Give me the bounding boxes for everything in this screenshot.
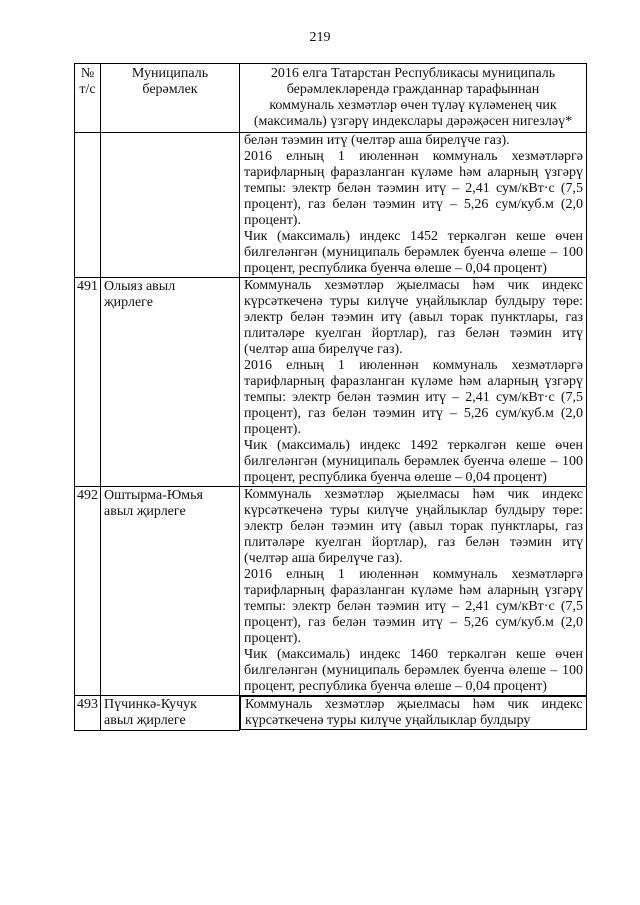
justification-paragraph: 2016 елның 1 июленнән коммуналь хезмәтләргә тарифларның фаразланган күләме һәм аларның үзгәрү темпы: электр белән тәэмин итү – 2,41 сум/кВт·с (7,5 процент), газ белән тәэмин итү – 5,26 сум/куб.м (2,0 процент). bbox=[244, 358, 583, 437]
row-number: 492 bbox=[75, 487, 101, 696]
justification-paragraph: 2016 елның 1 июленнән коммуналь хезмәтләргә тарифларның фаразланган күләме һәм аларның үзгәрү темпы: электр белән тәэмин итү – 2,41 сум/кВт·с (7,5 процент), газ белән тәэмин итү – 5,26 сум/куб.м (2,0 процент). bbox=[244, 567, 583, 646]
justification-cell bbox=[240, 133, 587, 278]
municipality-name-line: Пүчинкә-Кучук bbox=[104, 697, 197, 712]
justification-paragraph: 2016 елның 1 июленнән коммуналь хезмәтләргә тарифларның фаразланган күләме һәм аларның үзгәрү темпы: электр белән тәэмин итү – 2,41 сум/кВт·с (7,5 процент), газ белән тәэмин итү – 5,26 сум/куб.м (2,0 процент). bbox=[244, 149, 583, 228]
table-header-row bbox=[75, 64, 587, 133]
justification-paragraph: Чик (максималь) индекс 1492 теркәлгән кеше өчен билгеләнгән (муниципаль берәмлек буенча өлеше – 100 процент, республика буенча өлеше – 0,04 процент) bbox=[244, 438, 583, 485]
header-municipality-line: берәмлек bbox=[142, 82, 198, 97]
justification-cell bbox=[240, 696, 587, 730]
header-number-line: № bbox=[80, 66, 95, 81]
table-row bbox=[75, 133, 587, 278]
row-number: 493 bbox=[75, 696, 101, 731]
justification-cell bbox=[240, 487, 587, 696]
municipality-name-line: Олыяз авыл bbox=[104, 279, 176, 294]
municipality-name-line: җирлеге bbox=[104, 295, 153, 310]
justification-paragraph: Чик (максималь) индекс 1460 теркәлгән кеше өчен билгеләнгән (муниципаль берәмлек буенча өлеше – 100 процент, республика буенча өлеше – 0,04 процент) bbox=[244, 647, 583, 694]
header-justification-line: (максималь) үзгәрү индекслары дәрәҗәсен нигезләү* bbox=[253, 114, 573, 129]
row-number bbox=[75, 133, 101, 278]
table-row bbox=[75, 278, 587, 487]
justification-paragraph: Коммуналь хезмәтләр җыелмасы һәм чик индекс күрсәткеченә туры килүче уңайлыклар булдыру bbox=[245, 697, 583, 728]
municipality-name-line: авыл җирлеге bbox=[104, 713, 186, 728]
municipality-cell bbox=[101, 696, 240, 731]
header-justification-line: 2016 елга Татарстан Республикасы муниципаль bbox=[270, 66, 556, 81]
header-justification bbox=[240, 64, 587, 133]
municipality-name-line: авыл җирлеге bbox=[104, 504, 186, 519]
table-row bbox=[75, 696, 587, 731]
header-number-line: т/с bbox=[79, 82, 96, 97]
index-table bbox=[74, 63, 587, 731]
page-number: 219 bbox=[309, 30, 331, 45]
justification-cell bbox=[240, 278, 587, 487]
municipality-name-line: Оштырма-Юмья bbox=[104, 488, 203, 503]
justification-paragraph: Коммуналь хезмәтләр җыелмасы һәм чик индекс күрсәткеченә туры килүче уңайлыклар булдыру төре: электр белән тәэмин итү (авыл торак пунктлары, газ плитәләре куелган йортлар), газ белән тәэмин итү (челтәр аша бирелүче газ). bbox=[244, 487, 583, 566]
header-justification-line: коммуналь хезмәтләр өчен түләү күләменең чик bbox=[269, 98, 557, 113]
justification-paragraph: Чик (максималь) индекс 1452 теркәлгән кеше өчен билгеләнгән (муниципаль берәмлек буенча өлеше – 100 процент, республика буенча өлеше – 0,04 процент) bbox=[244, 229, 583, 276]
row-number: 491 bbox=[75, 278, 101, 487]
justification-paragraph: Коммуналь хезмәтләр җыелмасы һәм чик индекс күрсәткеченә туры килүче уңайлыклар булдыру төре: электр белән тәэмин итү (авыл торак пунктлары, газ плитәләре куелган йортлар), газ белән тәэмин итү (челтәр аша бирелүче газ). bbox=[244, 278, 583, 357]
header-number bbox=[75, 64, 101, 133]
header-municipality-line: Муниципаль bbox=[131, 66, 209, 81]
municipality-cell bbox=[101, 133, 240, 278]
header-municipality bbox=[101, 64, 240, 133]
table-row bbox=[75, 487, 587, 696]
header-justification-line: берәмлекләрендә гражданнар тарафыннан bbox=[286, 82, 540, 97]
municipality-cell bbox=[101, 278, 240, 487]
justification-paragraph: белән тәэмин итү (челтәр аша бирелүче газ). bbox=[244, 133, 510, 148]
municipality-cell bbox=[101, 487, 240, 696]
